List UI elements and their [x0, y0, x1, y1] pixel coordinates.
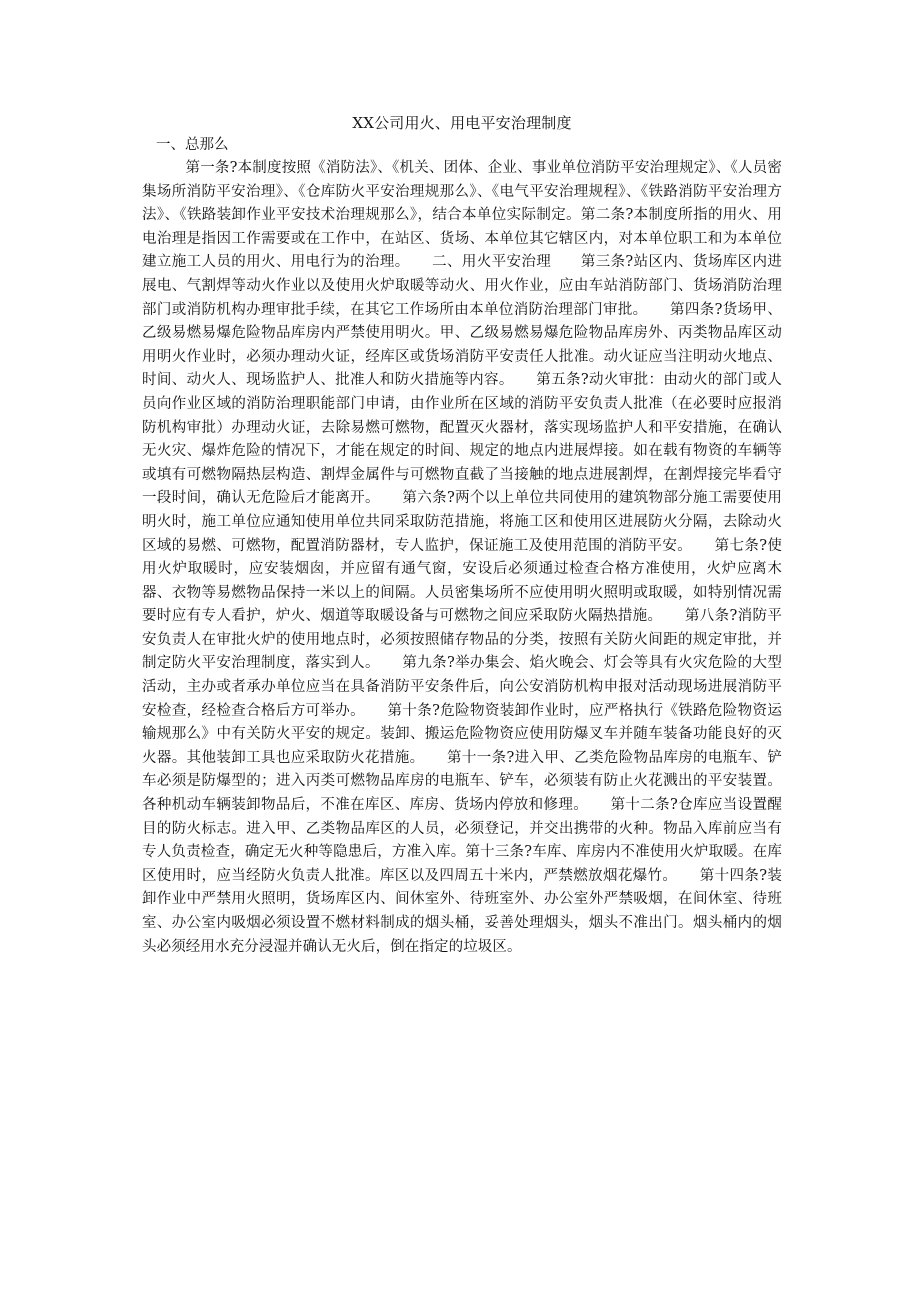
document-body: 第一条?本制度按照《消防法》、《机关、团体、企业、事业单位消防平安治理规定》、《人员密集场所消防平安治理》、《仓库防火平安治理规那么》、《电气平安治理规程》、《铁路消防平安治理方法》、《铁路装卸作业平安技术治理规那么》，结合本单位实际制定。第二条?本制度所指的用火、用电治理是指因工作需要或在工作中，在站区、货场、本单位其它辖区内，对本单位职工和为本单位建立施工人员的用火、用电行为的治理。 二、用火平安治理 第三条?站区内、货场库区内进展电、气割焊等动火作业以及使用火炉取暖等动火、用火作业，应由车站消防部门、货场消防治理部门或消防机构办理审批手续，在其它工作场所由本单位消防治理部门审批。 第四条?货场甲、乙级易燃易爆危险物品库房内严禁使用明火。甲、乙级易燃易爆危险物品库房外、丙类物品库区动用明火作业时，必须办理动火证，经库区或货场消防平安责任人批准。动火证应当注明动火地点、时间、动火人、现场监护人、批准人和防火措施等内容。 第五条?动火审批：由动火的部门或人员向作业区域的消防治理职能部门申请，由作业所在区域的消防平安负责人批准（在必要时应报消防机构审批）办理动火证，去除易燃可燃物，配置灭火器材，落实现场监护人和平安措施，在确认无火灾、爆炸危险的情况下，才能在规定的时间、规定的地点内进展焊接。如在载有物资的车辆等或填有可燃物隔热层构造、割焊金属件与可燃物直截了当接触的地点进展割焊，在割焊接完毕看守一段时间，确认无危险后才能离开。 第六条?两个以上单位共同使用的建筑物部分施工需要使用明火时，施工单位应通知使用单位共同采取防范措施，将施工区和使用区进展防火分隔，去除动火区域的易燃、可燃物，配置消防器材，专人监护，保证施工及使用范围的消防平安。 第七条?使用火炉取暖时，应安装烟囱，并应留有通气窗，安设后必须通过检查合格方准使用，火炉应离木器、衣物等易燃物品保持一米以上的间隔。人员密集场所不应使用明火照明或取暖，如特别情况需要时应有专人看护，炉火、烟道等取暖设备与可燃物之间应采取防火隔热措施。 第八条?消防平安负责人在审批火炉的使用地点时，必须按照储存物品的分类，按照有关防火间距的规定审批，并制定防火平安治理制度，落实到人。 第九条?举办集会、焰火晚会、灯会等具有火灾危险的大型活动，主办或者承办单位应当在具备消防平安条件后，向公安消防机构申报对活动现场进展消防平安检查，经检查合格后方可举办。 第十条?危险物资装卸作业时，应严格执行《铁路危险物资运输规那么》中有关防火平安的规定。装卸、搬运危险物资应使用防爆叉车并随车装备功能良好的灭火器。其他装卸工具也应采取防火花措施。 第十一条?进入甲、乙类危险物品库房的电瓶车、铲车必须是防爆型的；进入丙类可燃物品库房的电瓶车、铲车，必须装有防止火花溅出的平安装置。各种机动车辆装卸物品后，不准在库区、库房、货场内停放和修理。 第十二条?仓库应当设置醒目的防火标志。进入甲、乙类物品库区的人员，必须登记，并交出携带的火种。物品入库前应当有专人负责检查，确定无火种等隐患后，方准入库。第十三条?车库、库房内不准使用火炉取暖。在库区使用时，应当经防火负责人批准。库区以及四周五十米内，严禁燃放烟花爆竹。 第十四条?装卸作业中严禁用火照明，货场库区内、间休室外、待班室外、办公室外严禁吸烟，在间休室、待班室、办公室内吸烟必须设置不燃材料制成的烟头桶，妥善处理烟头，烟头不准出门。烟头桶内的烟头必须经用水充分浸湿并确认无火后，倒在指定的垃圾区。 [142, 160, 782, 955]
document-page [142, 112, 782, 959]
document-title: XX公司用火、用电平安治理制度 [352, 114, 572, 132]
section-heading: 一、总那么 [156, 137, 229, 153]
